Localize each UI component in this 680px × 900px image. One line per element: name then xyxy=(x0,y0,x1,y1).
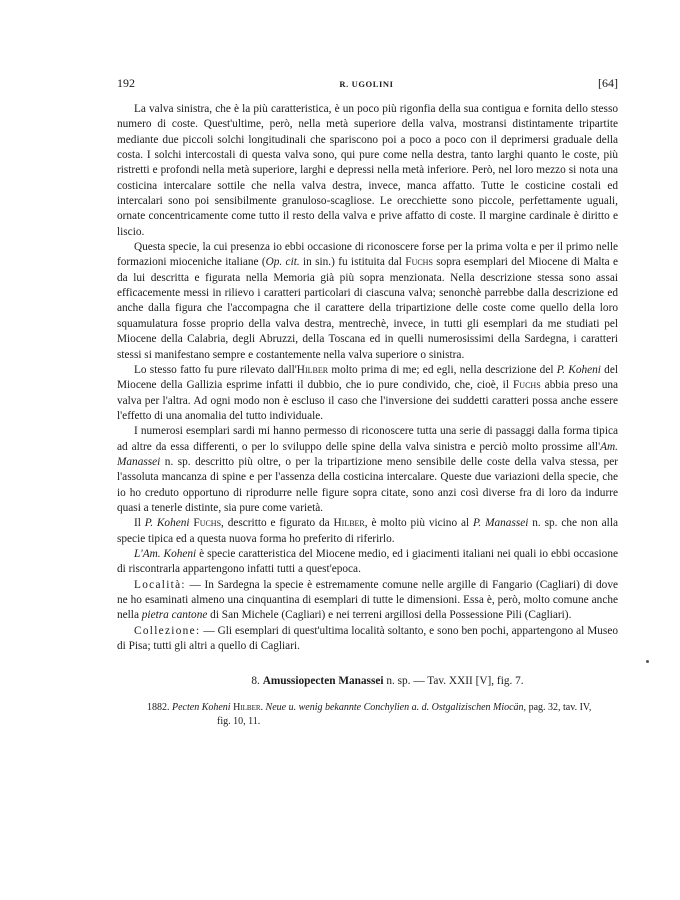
species-heading-plate: n. sp. — Tav. XXII [V], fig. 7. xyxy=(383,675,524,688)
author-name: Hilber xyxy=(296,363,329,376)
paragraph-text: n. sp. descritto più oltre, o per la tripartizione meno sensibile delle coste della valva stessa, per l'assoluta mancanza di spine e per l'assenza della costicina intercalare. Queste due variazioni della specie, che io ho creduto opportuno di riprodurre nelle figure sopra citate, sono anzi così diverse fra di loro da indurre quasi a tenerle distinte, sia pure come varietà. xyxy=(117,455,618,514)
synonymy-ref: pag. 32, tav. IV, xyxy=(526,702,592,714)
page-header xyxy=(117,76,618,102)
paragraph-text: abbia preso una valva per l'altra. Ad ogni modo non è escluso il caso che l'inversione dei suddetti caratteri possa anche essere l'effetto di una anomalia del tutto individuale. xyxy=(117,379,619,422)
paragraph xyxy=(117,240,618,363)
page xyxy=(117,76,618,729)
species-number: 8. xyxy=(251,675,260,688)
species-heading xyxy=(117,675,618,687)
paragraph-text: è specie caratteristica del Miocene medio, ed i giacimenti italiani nei quali io ebbi occasione di riscontrarla appartengono infatti tutti a quest'epoca. xyxy=(117,547,618,576)
species-name: P. Koheni xyxy=(556,363,601,376)
synonymy-year: 1882. xyxy=(147,702,170,714)
species-heading-name: Amussiopecten Manassei xyxy=(262,675,384,688)
paragraph-text: n. sp. che non alla specie tipica ed a questa nuova forma ho preferito di riferirlo. xyxy=(117,517,618,545)
species-name: P. Koheni xyxy=(144,517,190,530)
author-name: Fuchs xyxy=(513,379,541,392)
paragraph-text: I numerosi esemplari sardi mi hanno permesso di riconoscere tutta una serie di passaggi dalla forma tipica ad altre da essa differenti, o per lo sviluppo delle spine della valva sinistra e perciò molto prossime all' xyxy=(117,425,618,453)
main-text xyxy=(117,102,618,654)
synonymy-figures: fig. 10, 11. xyxy=(217,716,261,728)
paragraph-text: , descritto e figurato da xyxy=(221,517,334,530)
author-name: Fuchs xyxy=(405,256,433,269)
rock-name: pietra cantone xyxy=(141,609,208,622)
synonymy-title: Neue u. wenig bekannte Conchylien a. d. Ostgalizischen Miocän, xyxy=(265,702,527,714)
paragraph-text: La valva sinistra, che è la più caratteristica, è un poco più rigonfia della sua contigua e fornita dello stesso numero di coste. Quest'ultime, però, nella metà superiore della valva, mostransi distintamente tripartite mediante due piccoli solchi longitudinali che spariscono poi a poco a poco con il deprimersi graduale della costa. I solchi intercostali di questa valva sono, qui pure come nella destra, tanto larghi quanto le coste, più ristretti e profondi nella metà superiore, larghi e depressi nella metà inferiore. Però, nel loro mezzo si nota una costicina intercalare sottile che nella valva destra, invece, manca affatto. Tutte le costicine costali ed intercalari sono poi sensibilmente granuloso-scagliose. Le orecchiette sono piccole, perfettamente uguali, ornate concentricamente come tutto il resto della valva e prive affatto di coste. Il margine cardinale è diritto e liscio. xyxy=(117,103,618,238)
author-name: Hilber xyxy=(333,517,365,530)
paragraph-text: Lo stesso fatto fu pure rilevato dall' xyxy=(134,363,297,376)
paragraph-text: molto prima di me; ed egli, nella descrizione del xyxy=(328,363,557,376)
paragraph-text: di San Michele (Cagliari) e nei terreni argillosi della Possessione Pili (Cagliari). xyxy=(207,609,572,622)
page-number: 192 xyxy=(117,76,135,90)
stray-mark xyxy=(646,660,649,663)
paragraph xyxy=(117,102,618,240)
paragraph xyxy=(117,516,618,547)
species-name: L'Am. Koheni xyxy=(134,547,197,560)
synonymy-author: Hilber xyxy=(233,702,261,714)
paragraph-text: Il xyxy=(134,517,145,530)
synonymy-entry: 1882. Pecten Koheni Hilber. Neue u. wenig bekannte Conchylien a. d. Ostgalizischen Miocän, pag. 32, tav. IV, fig. 10, 11. xyxy=(117,701,618,729)
paragraph-text: del Miocene della Gallizia esprime infatti il dubbio, che io pure condivido, che, cioè, il xyxy=(117,363,618,392)
paragraph-text: sopra esemplari del Miocene di Malta e da lui descritta e figurata nella Memoria già più sopra menzionata. Nella descrizione stessa sono assai efficacemente messi in rilievo i caratteri particolari di ciascuna valva; senonchè parrebbe dalla descrizione ed anche dalla figura che l'accompagna che il carattere della tripartizione delle coste come quello della loro squamulatura fosse proprio della valva destra, mentrechè, invece, in tutti gli esemplari da me studiati pel Miocene della Calabria, degli Abruzzi, della Toscana ed in quelli numerosissimi della Sardegna, i caratteri stessi si manifestano sempre e costantemente nella valva superiore o sinistra. xyxy=(117,256,619,361)
paragraph xyxy=(117,363,618,424)
citation: Op. cit. xyxy=(265,256,300,269)
paragraph-text: — Gli esemplari di quest'ultima località soltanto, e sono ben pochi, appartengono al Museo di Pisa; tutti gli altri a quello di Cagliari. xyxy=(117,624,618,653)
paragraph xyxy=(117,578,618,624)
species-name: P. Manassei xyxy=(472,517,529,530)
paragraph-text: Questa specie, la cui presenza io ebbi occasione di riconoscere forse per la prima volta e per il primo nelle formazioni mioceniche italiane ( xyxy=(117,241,618,269)
paragraph-text: , è molto più vicino al xyxy=(364,517,473,530)
paragraph-text: in sin.) fu istituita dal xyxy=(299,256,406,269)
running-title: R. UGOLINI xyxy=(339,79,394,89)
bracket-page-number: [64] xyxy=(598,76,618,90)
synonymy-species: Pecten Koheni xyxy=(172,702,231,714)
section-label-localita: Località: xyxy=(134,578,186,591)
paragraph xyxy=(117,624,618,655)
species-name: Am. Manassei xyxy=(117,440,618,468)
paragraph xyxy=(117,424,618,516)
section-label-collezione: Collezione: xyxy=(134,624,201,637)
paragraph xyxy=(117,547,618,578)
author-name: Fuchs xyxy=(193,517,222,530)
paragraph-text: — In Sardegna la specie è estremamente comune nelle argille di Fangario (Cagliari) di dove ne ho esaminati almeno una cinquantina di esemplari di tutte le dimensioni. Essa è, però, molto comune anche nella xyxy=(117,578,618,622)
